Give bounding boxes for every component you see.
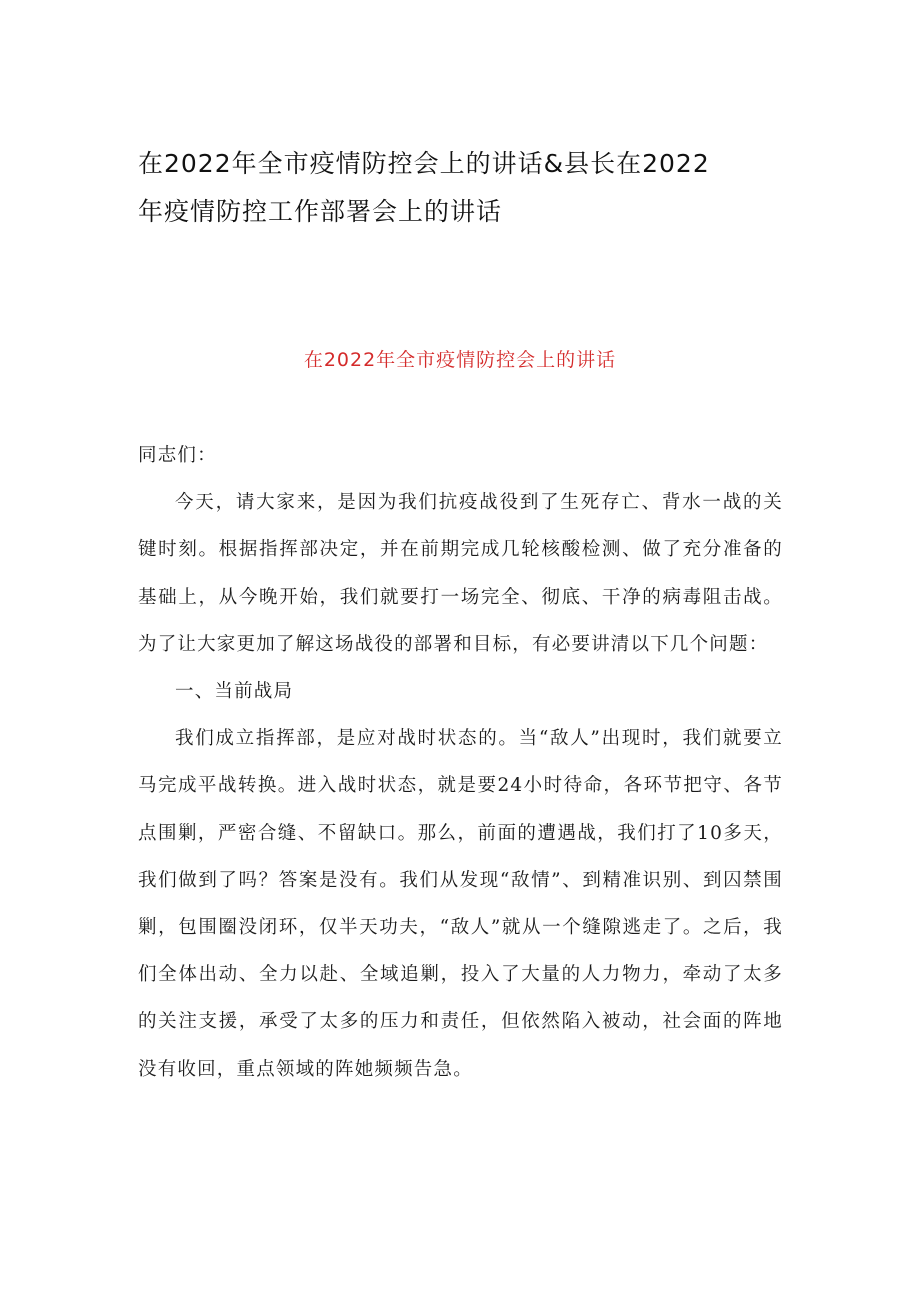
subheading-current-situation: 一、当前战局	[175, 681, 294, 703]
section-heading: 在2022年全市疫情防控会上的讲话	[303, 349, 617, 371]
paragraph-current-situation: 我们成立指挥部，是应对战时状态的。当“敌人”出现时，我们就要立马完成平战转换。进入战时状态，就是要24小时待命，各环节把守、各节点围剿，严密合缝、不留缺口。那么，前面的遭遇战，我们打了10多天，我们做到了吗？答案是没有。我们从发现“敌情”、到精准识别、到囚禁围剿，包围圈没闭环，仅半天功夫，“敌人”就从一个缝隙逃走了。之后，我们全体出动、全力以赴、全域追剿，投入了大量的人力物力，牵动了太多的关注支援，承受了太多的压力和责任，但依然陷入被动，社会面的阵地没有收回，重点领域的阵她频频告急。	[138, 728, 783, 1080]
document-body	[138, 432, 783, 1093]
document-title	[138, 140, 788, 236]
salutation: 同志们：	[138, 445, 217, 466]
document-title-line-2: 年疫情防控工作部署会上的讲话	[138, 197, 503, 226]
paragraph-intro: 今天，请大家来，是因为我们抗疫战役到了生死存亡、背水一战的关键时刻。根据指挥部决定，并在前期完成几轮核酸检测、做了充分准备的基础上，从今晚开始，我们就要打一场完全、彻底、干净的病毒阻击战。为了让大家更加了解这场战役的部署和目标，有必要讲清以下几个问题：	[138, 492, 783, 655]
document-title-line-1: 在2022年全市疫情防控会上的讲话&县长在2022	[138, 149, 710, 178]
